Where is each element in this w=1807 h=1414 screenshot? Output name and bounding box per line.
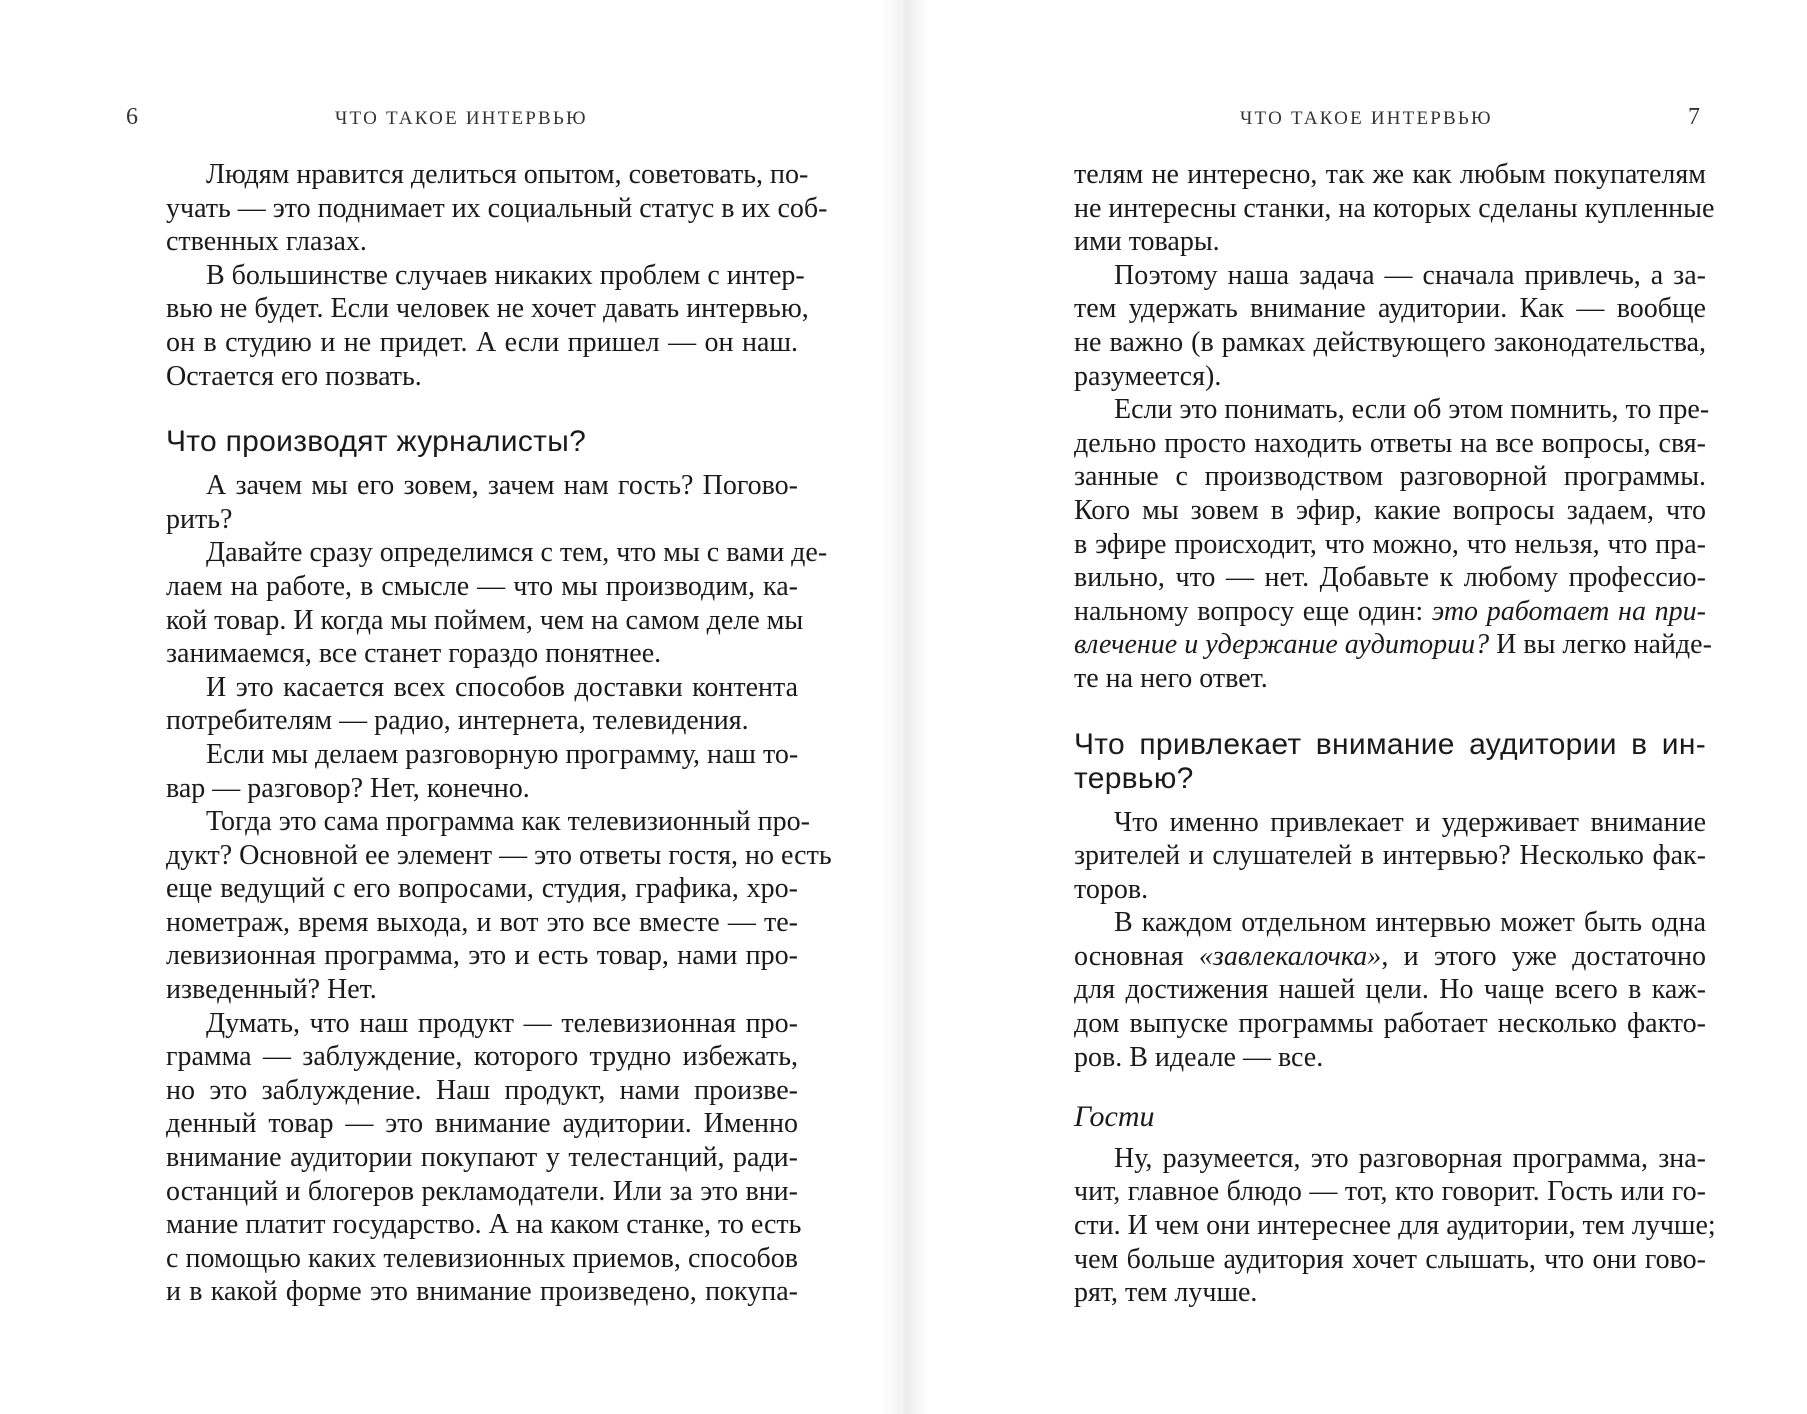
heading-line: Что привлекает внимание аудитории в ин- xyxy=(1074,727,1706,761)
text-line: торов. xyxy=(1074,873,1149,905)
text-line: мание платит государство. А на каком станке, то есть xyxy=(166,1209,802,1241)
left-text-column xyxy=(126,158,832,1309)
subsection-heading: Гости xyxy=(1074,1100,1155,1134)
text-line: ими товары. xyxy=(1074,226,1220,258)
text-line: дельно просто находить ответы на все вопросы, свя- xyxy=(1074,427,1706,459)
text-line: сти. И чем они интереснее для аудитории, тем лучше; xyxy=(1074,1210,1716,1242)
left-page xyxy=(0,0,903,1414)
paragraph xyxy=(126,805,832,1007)
paragraph xyxy=(1034,1142,1716,1310)
text-line: занные с производством разговорной программы. xyxy=(1074,461,1706,493)
heading-line: тервью? xyxy=(1074,761,1194,795)
text-run: основная xyxy=(1074,940,1199,972)
text-line: денный товар — это внимание аудитории. Именно xyxy=(166,1108,798,1140)
text-line: не важно (в рамках действующего законодательства, xyxy=(1074,326,1706,358)
running-head-left: ЧТО ТАКОЕ ИНТЕРВЬЮ xyxy=(335,108,588,129)
text-line xyxy=(1034,940,1706,974)
paragraph xyxy=(1034,906,1706,1074)
text-run: И вы легко найде- xyxy=(1489,629,1712,661)
text-line: Если это понимать, если об этом помнить, то пре- xyxy=(1114,394,1710,426)
paragraph xyxy=(126,259,809,393)
text-line: с помощью каких телевизионных приемов, способов xyxy=(166,1242,798,1274)
emphasis-text: это работает на при- xyxy=(1431,595,1707,627)
text-line: вар — разговор? Нет, конечно. xyxy=(166,772,530,804)
text-line: кой товар. И когда мы поймем, чем на самом деле мы xyxy=(166,604,804,636)
text-line: останций и блогеров рекламодатели. Или за это вни- xyxy=(166,1175,798,1207)
text-line: Давайте сразу определимся с тем, что мы с вами де- xyxy=(206,537,828,569)
text-line: он в студию и не придет. А если пришел — он наш. xyxy=(166,326,798,358)
paragraph xyxy=(126,738,798,805)
text-line: те на него ответ. xyxy=(1074,662,1268,694)
text-line: чем больше аудитория хочет слышать, что они гово- xyxy=(1074,1243,1706,1275)
text-line: И это касается всех способов доставки контента xyxy=(206,671,798,703)
paragraph xyxy=(1034,158,1715,259)
paragraph xyxy=(126,671,798,738)
text-line: потребителям — радио, интернета, телевидения. xyxy=(166,705,749,737)
text-line: в эфире происходит, что можно, что нельзя, что пра- xyxy=(1074,528,1706,560)
text-run: , и этого уже достаточно xyxy=(1381,940,1706,972)
paragraph xyxy=(126,536,828,670)
text-line: В большинстве случаев никаких проблем с интер- xyxy=(206,259,805,291)
text-line: грамма — заблуждение, которого трудно избежать, xyxy=(166,1041,798,1073)
text-line: Тогда это сама программа как телевизионный про- xyxy=(206,806,810,838)
text-line: Людям нравится делиться опытом, советовать, по- xyxy=(206,159,809,190)
paragraph xyxy=(1034,806,1706,907)
text-line: Что именно привлекает и удерживает внимание xyxy=(1114,806,1706,838)
text-line: тем удержать внимание аудитории. Как — вообще xyxy=(1074,293,1706,325)
text-line: ров. В идеале — все. xyxy=(1074,1041,1324,1073)
paragraph xyxy=(1034,259,1706,393)
text-line xyxy=(1034,628,1712,662)
text-line: Думать, что наш продукт — телевизионная про- xyxy=(206,1007,798,1039)
text-line: ственных глазах. xyxy=(166,226,367,258)
text-line: учать — это поднимает их социальный статус в их соб- xyxy=(166,192,828,224)
text-line: разумеется). xyxy=(1074,360,1222,392)
text-line: телям не интересно, так же как любым покупателям xyxy=(1074,159,1706,190)
text-line: изведенный? Нет. xyxy=(166,974,377,1006)
text-line: Если мы делаем разговорную программу, наш то- xyxy=(206,738,799,770)
text-line: вью не будет. Если человек не хочет давать интервью, xyxy=(166,293,809,325)
page-number-right: 7 xyxy=(1688,104,1700,130)
text-line: Кого мы зовем в эфир, какие вопросы задаем, что xyxy=(1074,494,1706,526)
text-line xyxy=(1034,595,1706,629)
text-line: дукт? Основной ее элемент — это ответы гостя, но есть xyxy=(166,839,832,871)
text-line: и в какой форме это внимание произведено, покупа- xyxy=(166,1276,798,1308)
text-line: дом выпуске программы работает несколько факто- xyxy=(1074,1008,1706,1040)
paragraph xyxy=(1034,393,1712,695)
text-run: нальному вопросу еще один: xyxy=(1074,595,1432,627)
section-heading xyxy=(1034,728,1706,796)
text-line: но это заблуждение. Наш продукт, нами произве- xyxy=(166,1074,798,1106)
paragraph xyxy=(126,158,828,259)
text-line: зрителей и слушателей в интервью? Несколько фак- xyxy=(1074,840,1706,872)
section-heading: Что производят журналисты? xyxy=(166,425,587,459)
text-line: чит, главное блюдо — тот, кто говорит. Гость или го- xyxy=(1074,1176,1706,1208)
running-head-right: ЧТО ТАКОЕ ИНТЕРВЬЮ xyxy=(1240,108,1493,129)
text-line: занимаемся, все станет гораздо понятнее. xyxy=(166,638,662,670)
text-line: вильно, что — нет. Добавьте к любому профессио- xyxy=(1074,562,1706,594)
paragraph xyxy=(126,469,798,536)
text-line: рить? xyxy=(166,503,233,535)
text-line: рят, тем лучше. xyxy=(1074,1277,1258,1309)
right-page xyxy=(904,0,1807,1414)
text-line: А зачем мы его зовем, зачем нам гость? Погово- xyxy=(206,470,798,502)
right-text-column xyxy=(1034,158,1716,1310)
text-line: еще ведущий с его вопросами, студия, графика, хро- xyxy=(166,873,798,905)
paragraph xyxy=(126,1007,802,1309)
emphasis-text: «завлекалочка» xyxy=(1198,940,1382,972)
text-line: лаем на работе, в смысле — что мы производим, ка- xyxy=(166,570,798,602)
page-number-left: 6 xyxy=(126,104,138,130)
text-line: нометраж, время выхода, и вот это все вместе — те- xyxy=(166,906,798,938)
text-line: Ну, разумеется, это разговорная программа, зна- xyxy=(1114,1142,1706,1174)
text-line: В каждом отдельном интервью может быть одна xyxy=(1114,907,1706,939)
text-line: Поэтому наша задача — сначала привлечь, а за- xyxy=(1114,259,1706,291)
text-line: левизионная программа, это и есть товар, нами про- xyxy=(166,940,798,972)
emphasis-text: влечение и удержание аудитории? xyxy=(1074,629,1490,661)
text-line: внимание аудитории покупают у телестанций, ради- xyxy=(166,1142,798,1174)
text-line: Остается его позвать. xyxy=(166,360,422,392)
text-line: для достижения нашей цели. Но чаще всего в каж- xyxy=(1074,974,1706,1006)
text-line: не интересны станки, на которых сделаны купленные xyxy=(1074,192,1715,224)
